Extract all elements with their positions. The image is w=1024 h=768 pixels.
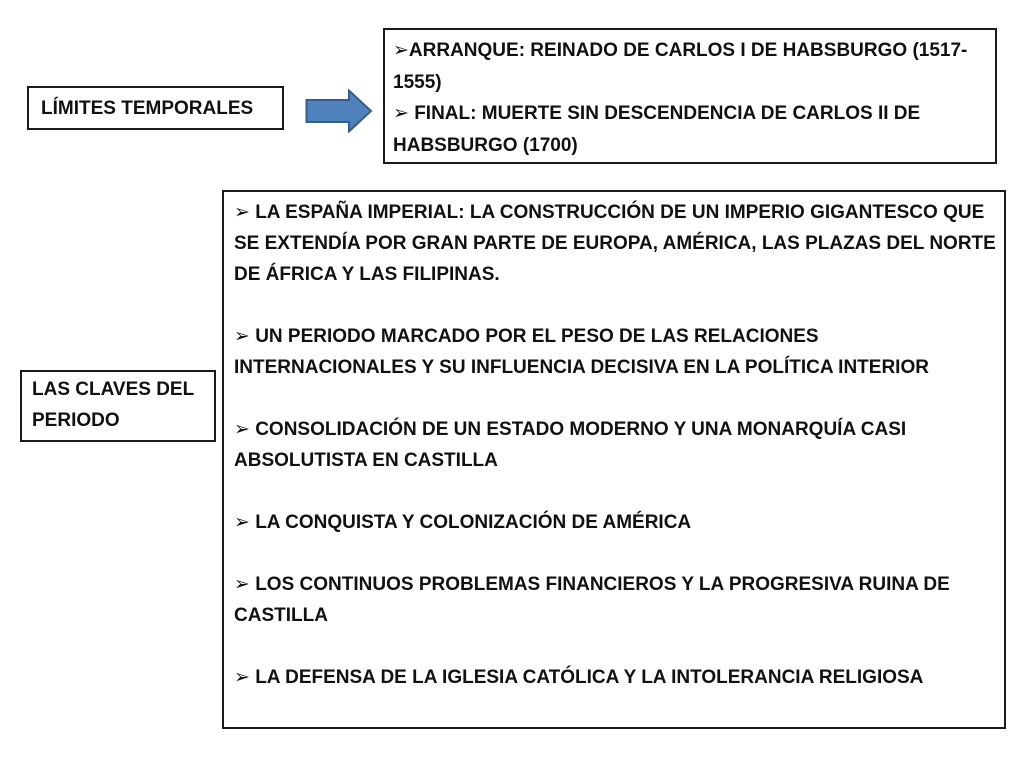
arrow-bullet-icon: ➢ — [234, 512, 250, 533]
limites-temporales-label: LÍMITES TEMPORALES — [41, 98, 254, 119]
periodo-item-arranque — [393, 35, 987, 98]
periodo-item-text: FINAL: MUERTE SIN DESCENDENCIA DE CARLOS II DE HABSBURGO (1700) — [393, 103, 921, 156]
periodo-box — [383, 28, 997, 164]
claves-item-text: CONSOLIDACIÓN DE UN ESTADO MODERNO Y UNA MONARQUÍA CASI ABSOLUTISTA EN CASTILLA — [234, 419, 907, 471]
claves-item-text: LOS CONTINUOS PROBLEMAS FINANCIEROS Y LA PROGRESIVA RUINA DE CASTILLA — [234, 574, 950, 626]
claves-item-text: LA DEFENSA DE LA IGLESIA CATÓLICA Y LA INTOLERANCIA RELIGIOSA — [249, 667, 924, 688]
limites-temporales-box — [27, 86, 284, 130]
periodo-item-text: ARRANQUE: REINADO DE CARLOS I DE HABSBURGO (1517-1555) — [393, 40, 968, 93]
claves-list-box — [222, 190, 1006, 729]
arrow-bullet-icon: ➢ — [234, 419, 250, 440]
arrow-bullet-icon: ➢ — [234, 574, 250, 595]
claves-item-text: LA ESPAÑA IMPERIAL: LA CONSTRUCCIÓN DE UN IMPERIO GIGANTESCO QUE SE EXTENDÍA POR GRAN PARTE DE EUROPA, AMÉRICA, LAS PLAZAS DEL NORTE DE ÁFRICA Y LAS FILIPINAS. — [234, 202, 996, 285]
right-arrow-icon — [305, 89, 373, 133]
arrow-bullet-icon: ➢ — [393, 40, 409, 61]
arrow-bullet-icon: ➢ — [234, 667, 250, 688]
claves-del-periodo-box — [20, 370, 216, 442]
claves-item-estado-moderno — [234, 414, 996, 476]
claves-item-problemas-financieros — [234, 569, 996, 631]
arrow-bullet-icon: ➢ — [234, 326, 250, 347]
claves-item-defensa-iglesia — [234, 662, 996, 693]
claves-item-text: LA CONQUISTA Y COLONIZACIÓN DE AMÉRICA — [249, 512, 692, 533]
arrow-bullet-icon: ➢ — [234, 202, 250, 223]
claves-del-periodo-label: LAS CLAVES DEL PERIODO — [32, 379, 194, 431]
claves-item-espana-imperial — [234, 197, 996, 290]
claves-item-conquista-america — [234, 507, 996, 538]
claves-item-text: UN PERIODO MARCADO POR EL PESO DE LAS RELACIONES INTERNACIONALES Y SU INFLUENCIA DECISIVA EN LA POLÍTICA INTERIOR — [234, 326, 929, 378]
arrow-bullet-icon: ➢ — [393, 103, 409, 124]
periodo-item-final — [393, 98, 987, 161]
claves-item-relaciones-internacionales — [234, 321, 996, 383]
